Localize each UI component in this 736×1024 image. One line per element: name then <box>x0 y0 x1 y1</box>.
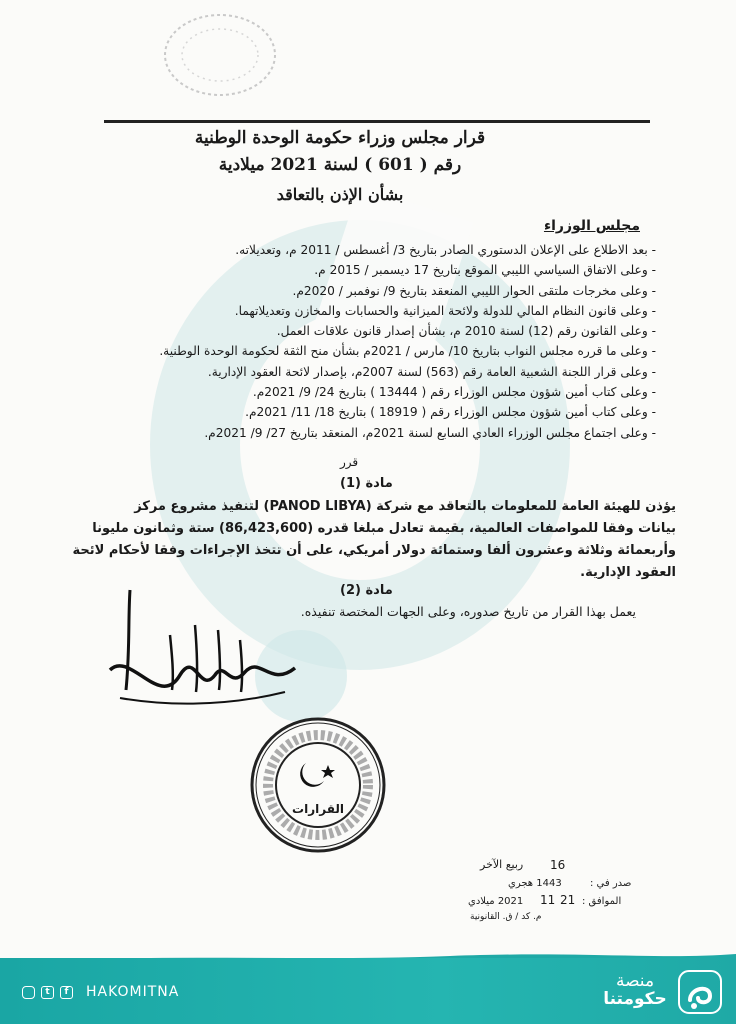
article1-line: بيانات وفقا للمواصفات العالمية، بقيمة تعادل مبلغا قدره (86,423,600) ستة وثمانون مليونا <box>92 521 676 536</box>
decree-number: رقم ( 601 ) لسنة 2021 ميلادية <box>218 155 462 175</box>
official-seal <box>248 715 388 855</box>
greg-year: 2021 ميلادي <box>468 896 524 907</box>
corresponding-label: الموافق : <box>582 896 622 907</box>
decree-title: قرار مجلس وزراء حكومة الوحدة الوطنية <box>194 128 486 148</box>
decides-label: قرر <box>340 455 359 469</box>
facebook-icon[interactable]: f <box>60 986 73 999</box>
logo-line1: منصة <box>615 971 655 991</box>
instagram-icon[interactable] <box>22 986 35 999</box>
platform-logo-icon <box>678 970 722 1014</box>
preamble-item: - وعلى قانون النظام المالي للدولة ولائحة الميزانية والحسابات والمخازن وتعديلاتهما. <box>96 301 656 321</box>
article1-body <box>72 496 676 584</box>
faded-stamp <box>150 5 290 105</box>
greg-month: 11 <box>540 893 556 907</box>
platform-logo-text <box>600 972 670 1008</box>
twitter-icon[interactable]: t <box>41 986 54 999</box>
brand-name: HAKOMITNA <box>86 984 180 1000</box>
preamble-item: - وعلى كتاب أمين شؤون مجلس الوزراء رقم ( 13444 ) بتاريخ 24/ 9/ 2021م. <box>96 382 656 402</box>
seal-center-text: القرارات <box>292 802 344 816</box>
preamble-item: - وعلى القانون رقم (12) لسنة 2010 م، بشأن إصدار قانون علاقات العمل. <box>96 321 656 341</box>
hijri-month: ربيع الآخر <box>480 858 524 871</box>
preamble-item: - وعلى مخرجات ملتقى الحوار الليبي المنعقد بتاريخ 9/ نوفمبر / 2020م. <box>96 281 656 301</box>
preamble-item: - بعد الاطلاع على الإعلان الدستوري الصادر بتاريخ 3/ أغسطس / 2011 م، وتعديلاته. <box>96 240 656 260</box>
logo-line2: حكومتنا <box>603 989 667 1009</box>
council-heading: مجلس الوزراء <box>543 218 640 234</box>
signature <box>100 580 300 720</box>
issued-label: صدر في : <box>590 878 632 889</box>
preamble-item: - وعلى قرار اللجنة الشعبية العامة رقم (563) لسنة 2007م، بإصدار لائحة العقود الإدارية. <box>96 362 656 382</box>
article1-line: وأربعمائة وثلاثة وعشرون ألفا وستمائة دولار أمريكي، على أن تتخذ الإجراءات وفقا لأحكام لائحة <box>72 543 676 558</box>
preamble-item: - وعلى ما قرره مجلس النواب بتاريخ 10/ مارس / 2021م بشأن منح الثقة لحكومة الوحدة الوطنية. <box>96 341 656 361</box>
article1-title: مادة (1) <box>340 476 393 491</box>
article2-body: يعمل بهذا القرار من تاريخ صدوره، وعلى الجهات المختصة تنفيذه. <box>300 604 636 619</box>
office-code: م. كد / ق. القانونية <box>470 912 542 922</box>
greg-day: 21 <box>560 893 576 907</box>
article2-title: مادة (2) <box>340 583 393 598</box>
preamble-item: - وعلى اجتماع مجلس الوزراء العادي السابع لسنة 2021م، المنعقد بتاريخ 27/ 9/ 2021م. <box>96 423 656 443</box>
article1-line: يؤذن للهيئة العامة للمعلومات بالتعاقد مع شركة (PANOD LIBYA) لتنفيذ مشروع مركز <box>134 499 676 514</box>
article1-line: العقود الإدارية. <box>580 565 676 580</box>
decree-subject: بشأن الإذن بالتعاقد <box>276 185 404 204</box>
social-icons <box>22 986 73 999</box>
header-rule <box>104 120 650 123</box>
preamble-item: - وعلى كتاب أمين شؤون مجلس الوزراء رقم ( 18919 ) بتاريخ 18/ 11/ 2021م. <box>96 402 656 422</box>
hijri-day: 16 <box>550 858 566 872</box>
preamble-list <box>96 240 656 443</box>
preamble-item: - وعلى الاتفاق السياسي الليبي الموقع بتاريخ 17 ديسمبر / 2015 م. <box>96 260 656 280</box>
hijri-year: 1443 هجري <box>508 878 562 889</box>
